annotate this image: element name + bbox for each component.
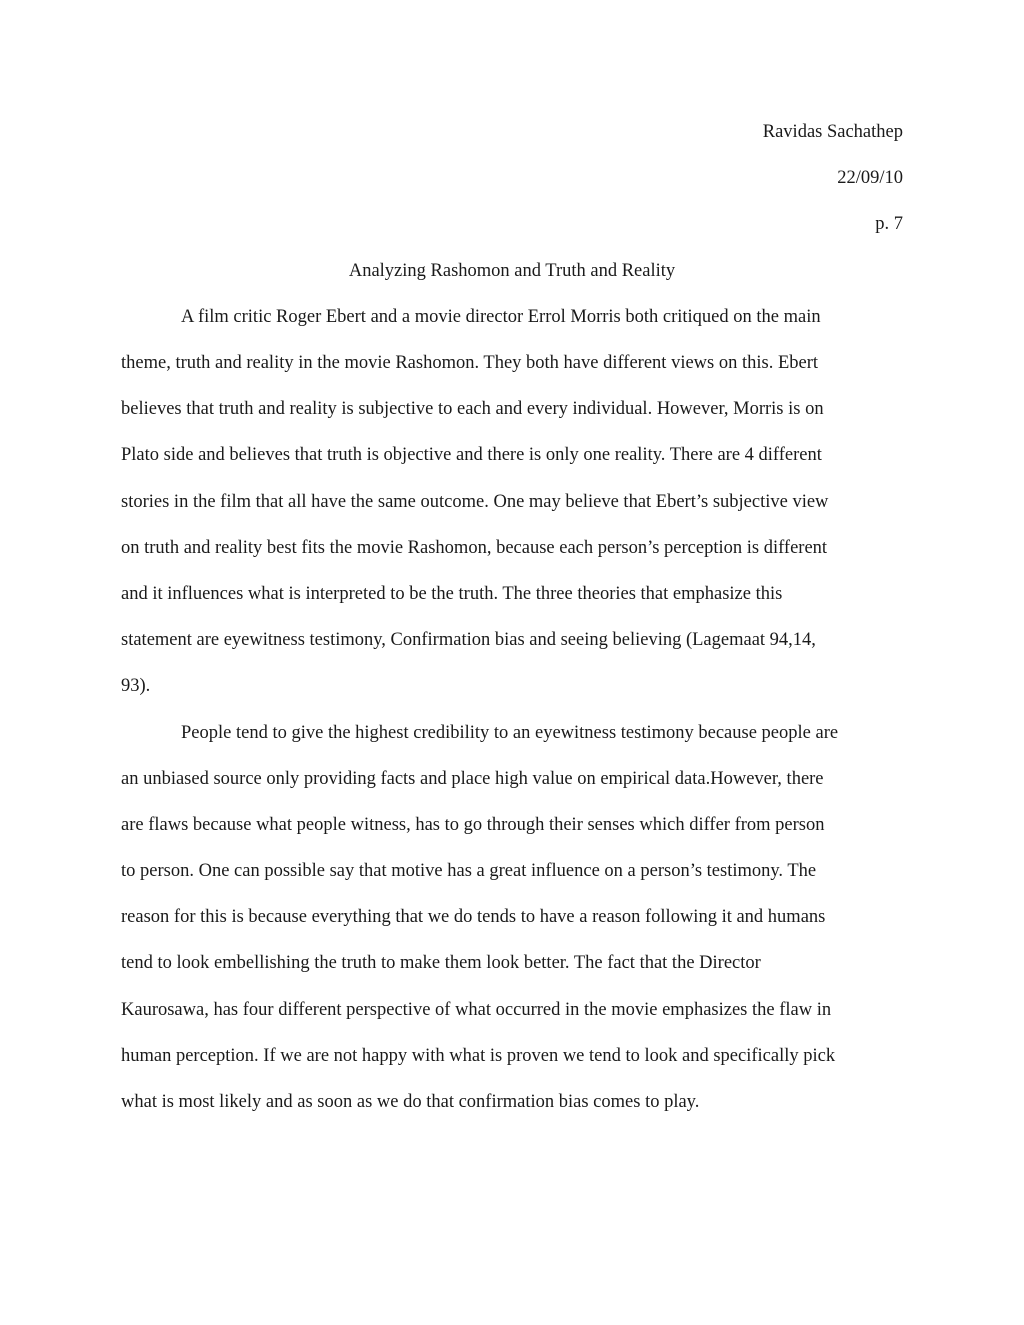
date: 22/09/10 xyxy=(837,168,903,188)
paragraph-line: what is most likely and as soon as we do that confirmation bias comes to play. xyxy=(121,1092,700,1112)
essay-title: Analyzing Rashomon and Truth and Reality xyxy=(348,261,676,281)
paragraph-line: tend to look embellishing the truth to make them look better. The fact that the Director xyxy=(121,953,761,973)
paragraph-line: an unbiased source only providing facts and place high value on empirical data.However, there xyxy=(121,769,824,789)
paragraph-line: 93). xyxy=(121,676,151,696)
paragraph-line: believes that truth and reality is subjective to each and every individual. However, Morris is on xyxy=(121,399,824,419)
paragraph-line: to person. One can possible say that motive has a great influence on a person’s testimony. The xyxy=(121,861,817,881)
paragraph-line: Kaurosawa, has four different perspective of what occurred in the movie emphasizes the flaw in xyxy=(121,1000,832,1020)
paragraph-line: A film critic Roger Ebert and a movie director Errol Morris both critiqued on the main xyxy=(181,307,821,327)
paragraph-line: reason for this is because everything that we do tends to have a reason following it and humans xyxy=(121,907,826,927)
paragraph-line: statement are eyewitness testimony, Confirmation bias and seeing believing (Lagemaat 94,14, xyxy=(121,630,816,650)
paragraph-line: stories in the film that all have the same outcome. One may believe that Ebert’s subjective view xyxy=(121,492,829,512)
paragraph-line: and it influences what is interpreted to be the truth. The three theories that emphasize this xyxy=(121,584,783,604)
paragraph-line: human perception. If we are not happy with what is proven we tend to look and specifically pick xyxy=(121,1046,836,1066)
paragraph-line: People tend to give the highest credibility to an eyewitness testimony because people are xyxy=(181,723,839,743)
author-name: Ravidas Sachathep xyxy=(762,122,903,142)
page-number: p. 7 xyxy=(875,214,903,234)
paragraph-line: are flaws because what people witness, has to go through their senses which differ from person xyxy=(121,815,825,835)
paragraph-line: on truth and reality best fits the movie Rashomon, because each person’s perception is different xyxy=(121,538,828,558)
paragraph-line: theme, truth and reality in the movie Rashomon. They both have different views on this. Ebert xyxy=(121,353,819,373)
paragraph-line: Plato side and believes that truth is objective and there is only one reality. There are 4 different xyxy=(121,445,822,465)
